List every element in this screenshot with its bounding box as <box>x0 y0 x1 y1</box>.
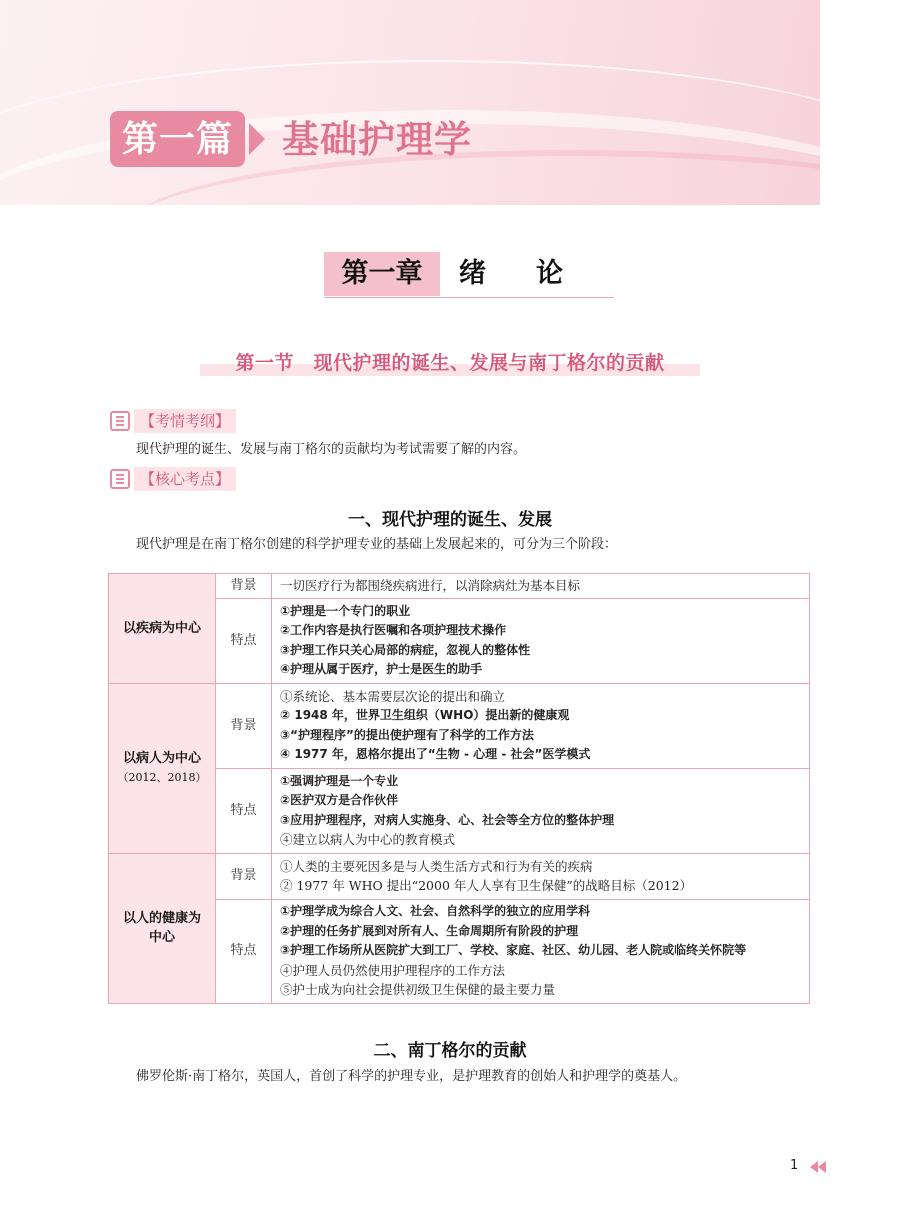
list-item: ①护理学成为综合人文、社会、自然科学的独立的应用学科 <box>280 904 591 919</box>
list-item: ①系统论、基本需要层次论的提出和确立 <box>280 688 506 704</box>
exam-outline-label: 【考情考纲】 <box>134 409 236 433</box>
part-arrow-icon <box>249 123 265 155</box>
list-item: 一切医疗行为都围绕疾病进行，以消除病灶为基本目标 <box>280 578 581 593</box>
list-item: ②工作内容是执行医嘱和各项护理技术操作 <box>280 623 507 637</box>
list-item: ①人类的主要死因多是与人类生活方式和行为有关的疾病 <box>280 858 593 874</box>
row-kind: 背景 <box>216 574 272 599</box>
exam-outline-tag <box>110 409 236 433</box>
chapter-title: 绪论 <box>459 258 613 289</box>
part-label: 第一篇 <box>110 111 245 167</box>
page-number: 1 <box>790 1158 799 1173</box>
part-banner <box>0 0 820 205</box>
section-title-text: 第一节 现代护理的诞生、发展与南丁格尔的贡献 <box>235 352 665 374</box>
part-title: 基础护理学 <box>282 117 472 161</box>
stage-name: 以疾病为中心 <box>109 574 216 684</box>
row-items <box>272 574 810 599</box>
stage-name: 以病人为中心 （2012、2018） <box>109 683 216 853</box>
chapter-underline <box>324 297 614 298</box>
list-item: ③“护理程序”的提出使护理有了科学的工作方法 <box>280 727 534 742</box>
list-item: ③应用护理程序，对病人实施身、心、社会等全方位的整体护理 <box>280 812 615 827</box>
notes-icon <box>110 469 130 489</box>
row-items <box>272 853 810 899</box>
intro-text: 现代护理是在南丁格尔创建的科学护理专业的基础上发展起来的，可分为三个阶段： <box>136 537 618 552</box>
list-item: ②医护双方是合作伙伴 <box>280 793 399 807</box>
heading-nightingale: 二、南丁格尔的贡献 <box>373 1041 527 1061</box>
exam-outline-text: 现代护理的诞生、发展与南丁格尔的贡献均为考试需要了解的内容。 <box>136 442 527 457</box>
list-item: ④护理人员仍然使用护理程序的工作方法 <box>280 962 506 978</box>
row-kind: 特点 <box>216 768 272 853</box>
row-kind: 背景 <box>216 853 272 899</box>
list-item: ①强调护理是一个专业 <box>280 773 399 788</box>
row-items <box>272 768 810 853</box>
chapter-label: 第一章 <box>324 252 440 296</box>
list-item: ④建立以病人为中心的教育模式 <box>280 832 456 847</box>
stage-years: （2012、2018） <box>117 771 207 784</box>
section-title <box>150 348 750 375</box>
list-item: ④护理从属于医疗，护士是医生的助手 <box>280 662 483 676</box>
list-item: ② 1948 年，世界卫生组织（WHO）提出新的健康观 <box>280 708 570 722</box>
row-kind: 背景 <box>216 683 272 768</box>
page-arrow-icon <box>818 1161 826 1173</box>
stage-name: 以人的健康为中心 <box>109 853 216 1003</box>
list-item: ③护理工作只关心局部的病症，忽视人的整体性 <box>280 642 531 657</box>
core-points-tag <box>110 467 236 491</box>
table-row <box>109 574 810 599</box>
row-items <box>272 899 810 1003</box>
core-points-label: 【核心考点】 <box>134 467 236 491</box>
chapter-header <box>324 252 614 298</box>
stages-table <box>108 573 810 1004</box>
list-item: ⑤护士成为向社会提供初级卫生保健的最主要力量 <box>280 982 556 998</box>
notes-icon <box>110 411 130 431</box>
list-item: ② 1977 年 WHO 提出“2000 年人人享有卫生保健”的战略目标（2012） <box>280 878 693 893</box>
nightingale-text: 佛罗伦斯·南丁格尔，英国人，首创了科学的护理专业，是护理教育的创始人和护理学的奠基人。 <box>136 1069 687 1084</box>
row-items <box>272 683 810 768</box>
list-item: ④ 1977 年，恩格尔提出了“生物 - 心理 - 社会”医学模式 <box>280 747 591 761</box>
row-kind: 特点 <box>216 598 272 683</box>
list-item: ③护理工作场所从医院扩大到工厂、学校、家庭、社区、幼儿园、老人院或临终关怀院等 <box>280 943 747 958</box>
table-row <box>109 853 810 899</box>
heading-development: 一、现代护理的诞生、发展 <box>348 510 552 530</box>
page-arrow-icon <box>810 1161 818 1173</box>
row-items <box>272 598 810 683</box>
list-item: ①护理是一个专门的职业 <box>280 603 411 618</box>
table-row <box>109 683 810 768</box>
row-kind: 特点 <box>216 899 272 1003</box>
list-item: ②护理的任务扩展到对所有人、生命周期所有阶段的护理 <box>280 923 579 938</box>
